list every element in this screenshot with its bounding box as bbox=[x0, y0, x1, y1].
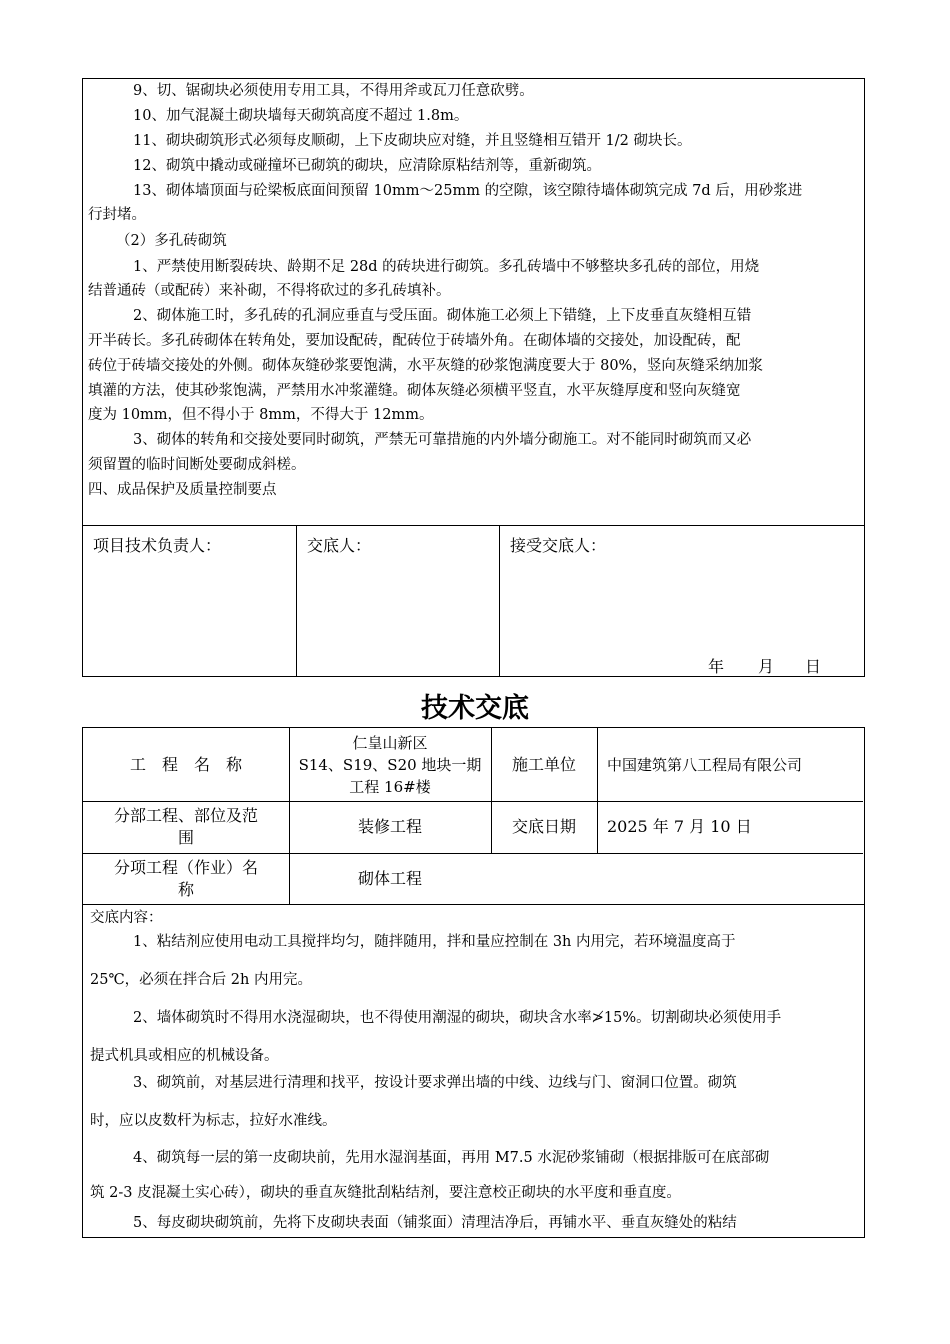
date-value: 2025 年 7 月 10 日 bbox=[607, 817, 752, 836]
content-line-4a: 4、砌筑每一层的第一皮砌块前，先用水湿润基面，再用 M7.5 水泥砂浆铺砌（根据排版可在底部砌 bbox=[133, 1150, 770, 1166]
subitem-label-line-2: 称 bbox=[177, 879, 194, 899]
line-10: 10、加气混凝土砌块墙每天砌筑高度不超过 1.8m。 bbox=[133, 108, 469, 124]
porous-2c: 砖位于砖墙交接处的外侧。砌体灰缝砂浆要饱满，水平灰缝的砂浆饱满度要大于 80%，竖向灰缝采纳加浆 bbox=[88, 358, 763, 374]
division-label-line-2: 围 bbox=[177, 828, 194, 847]
tech-lead-label: 项目技术负责人： bbox=[93, 536, 222, 555]
content-line-1a: 1、粘结剂应使用电动工具搅拌均匀，随拌随用，拌和量应控制在 3h 内用完，若环境温度高于 bbox=[133, 934, 736, 950]
porous-1b: 结普通砖（或配砖）来补砌，不得将砍过的多孔砖填补。 bbox=[88, 283, 451, 299]
project-name-line-3: 工程 16#楼 bbox=[349, 777, 431, 796]
porous-2d: 填灌的方法，使其砂浆饱满，严禁用水冲浆灌缝。砌体灰缝必须横平竖直，水平灰缝厚度和竖向灰缝宽 bbox=[88, 383, 741, 399]
subitem-value: 砌体工程 bbox=[357, 868, 422, 888]
document-title: 技术交底 bbox=[421, 693, 529, 724]
info-table bbox=[82, 727, 865, 905]
contractor-label: 施工单位 bbox=[511, 754, 576, 774]
date-day: 日 bbox=[805, 657, 822, 676]
division-value: 装修工程 bbox=[357, 817, 422, 836]
porous-3a: 3、砌体的转角和交接处要同时砌筑，严禁无可靠措施的内外墙分砌施工。对不能同时砌筑而又必 bbox=[133, 432, 752, 448]
date-month: 月 bbox=[758, 657, 775, 676]
presenter-label: 交底人： bbox=[307, 536, 372, 555]
content-line-3b: 时，应以皮数杆为标志，拉好水准线。 bbox=[90, 1113, 337, 1129]
project-name-label: 工 程 名 称 bbox=[129, 754, 242, 774]
date-label: 交底日期 bbox=[511, 817, 576, 836]
content-line-4b: 筑 2-3 皮混凝土实心砖），砌块的垂直灰缝批刮粘结剂，要注意校正砌块的水平度和垂直度。 bbox=[90, 1185, 681, 1201]
line-13-cont: 行封堵。 bbox=[88, 207, 146, 223]
tech-lead-cell bbox=[83, 526, 297, 676]
receiver-label: 接受交底人： bbox=[510, 536, 607, 555]
date-year: 年 bbox=[708, 657, 725, 676]
subheading-porous-brick: （2）多孔砖砌筑 bbox=[116, 233, 227, 249]
receiver-cell bbox=[500, 526, 863, 676]
line-11: 11、砌块砌筑形式必须每皮顺砌，上下皮砌块应对缝，并且竖缝相互错开 1/2 砌块长。 bbox=[133, 133, 692, 149]
porous-2a: 2、砌体施工时，多孔砖的孔洞应垂直与受压面。砌体施工必须上下错缝，上下皮垂直灰缝相互错 bbox=[133, 308, 752, 324]
division-label-line-1: 分部工程、部位及范 bbox=[113, 806, 258, 825]
contractor-value: 中国建筑第八工程局有限公司 bbox=[607, 755, 803, 774]
content-line-3a: 3、砌筑前，对基层进行清理和找平，按设计要求弹出墙的中线、边线与门、窗洞口位置。砌筑 bbox=[133, 1075, 737, 1091]
content-line-2a: 2、墙体砌筑时不得用水浇湿砌块，也不得使用潮湿的砌块，砌块含水率≯15%。切割砌块必须使用手 bbox=[133, 1010, 782, 1026]
content-heading: 交底内容： bbox=[90, 910, 163, 926]
porous-1a: 1、严禁使用断裂砖块、龄期不足 28d 的砖块进行砌筑。多孔砖墙中不够整块多孔砖的部位，用烧 bbox=[133, 259, 760, 275]
division-label bbox=[83, 801, 289, 853]
continuation-section bbox=[82, 78, 865, 526]
project-name-line-1: 仁皇山新区 bbox=[352, 733, 428, 752]
porous-3b: 须留置的临时间断处要砌成斜槎。 bbox=[88, 457, 306, 473]
porous-2e: 度为 10mm，但不得小于 8mm，不得大于 12mm。 bbox=[88, 407, 434, 423]
presenter-cell bbox=[297, 526, 500, 676]
content-line-1b: 25℃，必须在拌合后 2h 内用完。 bbox=[90, 972, 312, 988]
content-section bbox=[82, 904, 865, 1238]
line-13: 13、砌体墙顶面与砼梁板底面间预留 10mm～25mm 的空隙，该空隙待墙体砌筑完成 7d 后，用砂浆进 bbox=[133, 183, 803, 199]
project-name-line-2: S14、S19、S20 地块一期 bbox=[298, 755, 482, 774]
line-9: 9、切、锯砌块必须使用专用工具，不得用斧或瓦刀任意砍劈。 bbox=[133, 83, 534, 99]
project-name-value bbox=[289, 728, 491, 801]
section-heading-protection: 四、成品保护及质量控制要点 bbox=[88, 482, 277, 498]
content-line-5a: 5、每皮砌块砌筑前，先将下皮砌块表面（铺浆面）清理洁净后，再铺水平、垂直灰缝处的粘结 bbox=[133, 1215, 737, 1231]
line-12: 12、砌筑中撬动或碰撞坏已砌筑的砌块，应清除原粘结剂等，重新砌筑。 bbox=[133, 158, 601, 174]
signature-row bbox=[82, 525, 865, 677]
subitem-label-line-1: 分项工程（作业）名 bbox=[113, 857, 258, 877]
content-line-2b: 提式机具或相应的机械设备。 bbox=[90, 1048, 279, 1064]
porous-2b: 开半砖长。多孔砖砌体在转角处，要加设配砖，配砖位于砖墙外角。在砌体墙的交接处，加设配砖，配 bbox=[88, 333, 741, 349]
subitem-label bbox=[83, 853, 289, 904]
